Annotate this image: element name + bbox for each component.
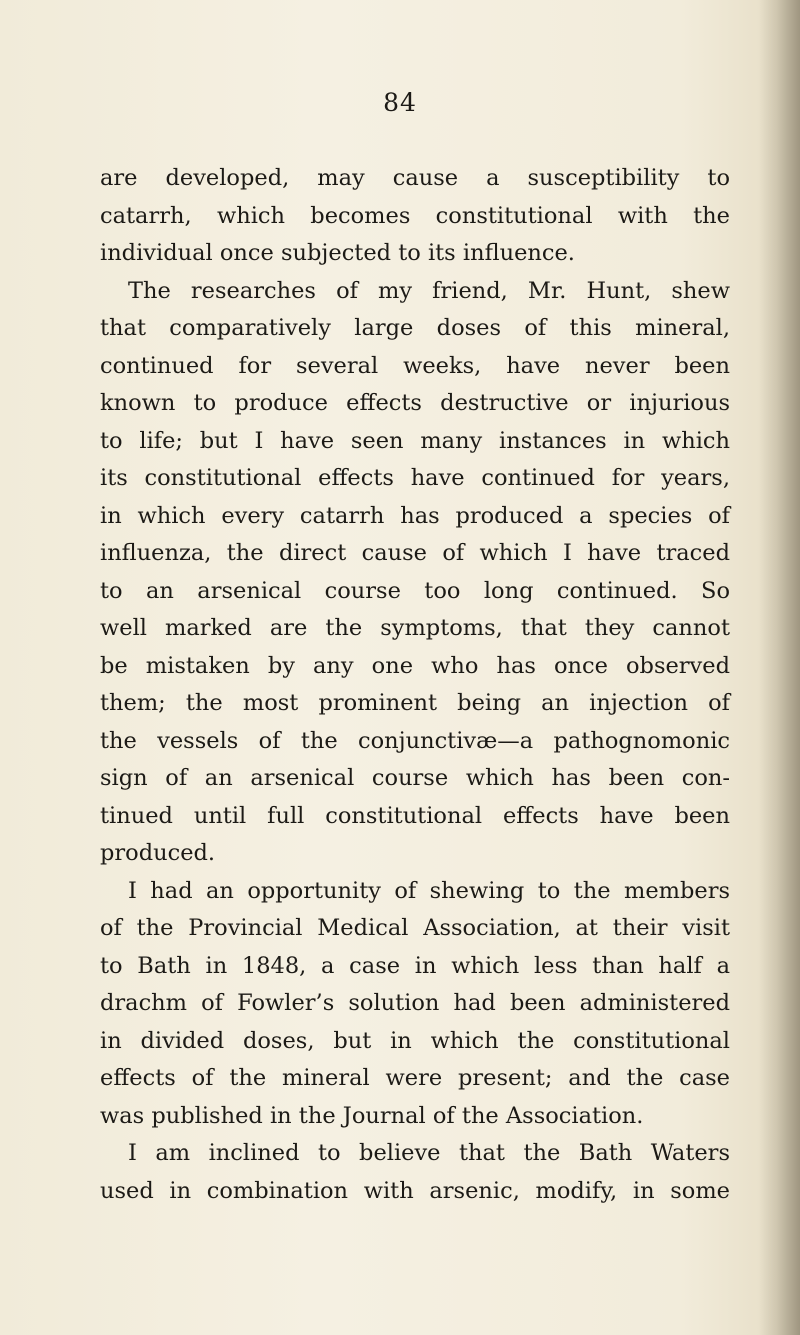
text-line: to Bath in 1848, a case in which less than half a xyxy=(100,952,730,979)
text-line: effects of the mineral were present; and the case xyxy=(100,1065,730,1091)
text-line: influenza, the direct cause of which I have traced xyxy=(100,540,730,566)
text-line: them; the most prominent being an injection of xyxy=(100,690,730,716)
text-line: produced. xyxy=(100,840,216,866)
text-line: drachm of Fowler’s solution had been administered xyxy=(100,990,730,1016)
text-line: known to produce effects destructive or injurious xyxy=(100,390,730,416)
text-line: continued for several weeks, have never been xyxy=(100,352,730,379)
text-line: are developed, may cause a susceptibility to xyxy=(100,165,730,191)
text-line: in divided doses, but in which the constitutional xyxy=(100,1027,730,1054)
text-line: the vessels of the conjunctivæ—a pathognomonic xyxy=(100,727,730,754)
text-line: tinued until full constitutional effects have been xyxy=(100,802,730,829)
text-line: its constitutional effects have continued for years, xyxy=(100,465,730,491)
text-line: to life; but I have seen many instances in which xyxy=(100,427,730,454)
text-line: well marked are the symptoms, that they cannot xyxy=(100,615,730,641)
text-line: be mistaken by any one who has once observed xyxy=(100,652,730,679)
body-text xyxy=(100,160,730,1210)
text-line: sign of an arsenical course which has been con- xyxy=(100,765,730,791)
text-line: that comparatively large doses of this mineral, xyxy=(100,315,730,341)
text-line: in which every catarrh has produced a species of xyxy=(100,502,730,529)
text-line: was published in the Journal of the Association. xyxy=(100,1102,644,1129)
text-line: I am inclined to believe that the Bath Waters xyxy=(128,1140,730,1166)
text-line: The researches of my friend, Mr. Hunt, shew xyxy=(128,277,730,304)
text-line: used in combination with arsenic, modify, in some xyxy=(100,1177,730,1204)
text-line: I had an opportunity of shewing to the members xyxy=(128,877,730,904)
text-line: of the Provincial Medical Association, at their visit xyxy=(100,915,730,941)
page-number: 84 xyxy=(383,88,417,117)
text-line: catarrh, which becomes constitutional with the xyxy=(100,202,730,229)
text-line: to an arsenical course too long continued. So xyxy=(100,577,730,604)
page-edge-shadow xyxy=(758,0,800,1335)
text-line: individual once subjected to its influence. xyxy=(100,240,575,266)
